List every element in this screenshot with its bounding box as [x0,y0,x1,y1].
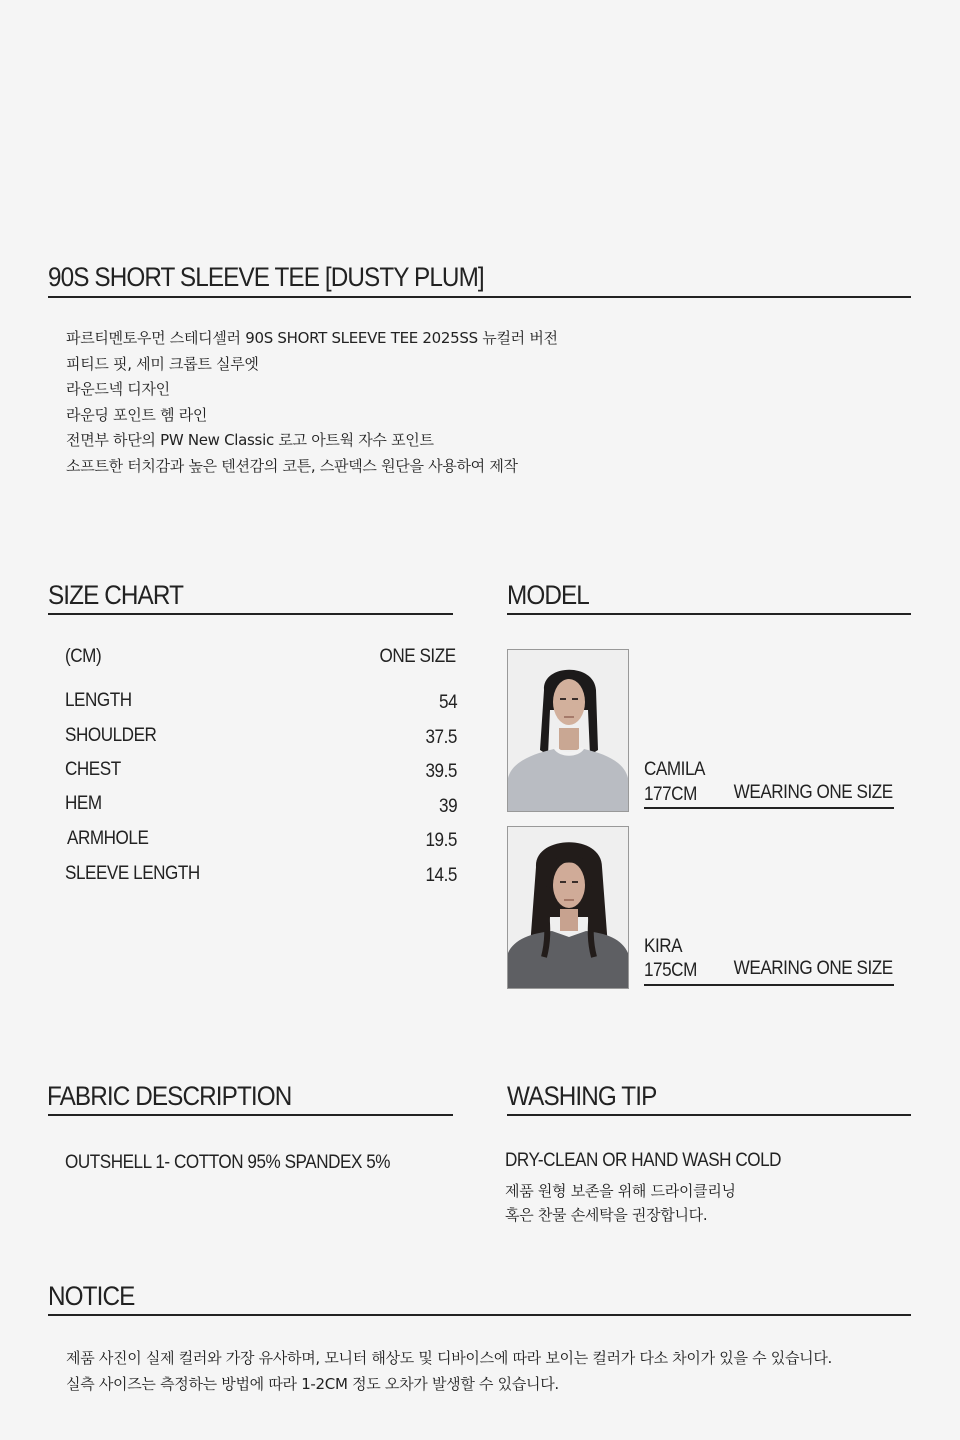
notice-line: 제품 사진이 실제 컬러와 가장 유사하며, 모니터 해상도 및 디바이스에 따라 보이는 컬러가 다소 차이가 있을 수 있습니다. [66,1349,833,1367]
size-chart-divider [48,613,453,615]
model-height: 175CM [644,960,697,981]
description-line: 라운딩 포인트 헴 라인 [66,405,208,424]
description-line: 피티드 핏, 세미 크롭트 실루엣 [66,354,259,373]
model-divider-line [644,807,894,809]
description-line: 파르티멘토우먼 스테디셀러 90S SHORT SLEEVE TEE 2025SS 뉴컬러 버전 [66,329,558,347]
size-column-label: ONE SIZE [379,646,456,667]
description-line: 라운드넥 디자인 [66,380,170,398]
notice-heading: NOTICE [48,1281,135,1311]
model-divider [507,613,911,615]
fabric-divider [48,1114,453,1116]
size-unit-label: (CM) [65,646,102,667]
notice-divider [48,1314,911,1316]
size-row-value: 19.5 [425,830,457,851]
size-row [65,863,457,898]
size-row-value: 37.5 [425,726,457,748]
size-row [65,794,457,829]
model-portrait-image [508,827,628,988]
size-row-label: HEM [65,792,102,814]
model-photo-kira [507,826,629,989]
description-line: 전면부 하단의 PW New Classic 로고 아트웍 자수 포인트 [66,431,434,449]
model-height: 177CM [644,784,697,805]
size-row-value: 39.5 [425,761,457,782]
model-photo-camila [507,649,629,812]
model-portrait-image [508,650,628,811]
model-wearing-size: WEARING ONE SIZE [733,958,893,979]
model-name: KIRA [644,936,683,957]
size-row-label: SHOULDER [65,724,157,746]
description-line: 소프트한 터치감과 높은 텐션감의 코튼, 스판덱스 원단을 사용하여 제작 [66,456,518,475]
washing-instruction: DRY-CLEAN OR HAND WASH COLD [505,1150,782,1171]
size-chart-heading: SIZE CHART [48,580,184,610]
title-divider [48,296,911,298]
size-row [65,725,457,760]
size-row-value: 54 [438,692,457,713]
model-name: CAMILA [644,759,705,780]
model-heading: MODEL [507,580,589,610]
washing-heading: WASHING TIP [507,1081,657,1111]
fabric-heading: FABRIC DESCRIPTION [47,1081,292,1111]
size-table [65,690,457,897]
washing-divider [507,1114,911,1116]
washing-note-line: 제품 원형 보존을 위해 드라이클리닝 [505,1182,736,1200]
size-row-label: CHEST [65,759,121,780]
product-description [66,327,558,480]
size-row-label: LENGTH [65,690,132,711]
size-row-value: 39 [438,795,457,817]
fabric-composition: OUTSHELL 1- COTTON 95% SPANDEX 5% [65,1152,391,1173]
model-wearing-size: WEARING ONE SIZE [733,782,893,803]
notice-line: 실측 사이즈는 측정하는 방법에 따라 1-2CM 정도 오차가 발생할 수 있습니다. [66,1375,559,1393]
size-row [65,690,457,725]
size-row-value: 14.5 [425,864,457,886]
size-row [65,828,457,863]
model-divider-line [644,984,894,986]
product-title: 90S SHORT SLEEVE TEE [DUSTY PLUM] [48,262,484,292]
size-row-label: SLEEVE LENGTH [65,862,200,884]
size-row-label: ARMHOLE [67,828,149,849]
size-row [65,759,457,794]
washing-note-line: 혹은 찬물 손세탁을 권장합니다. [505,1206,708,1224]
